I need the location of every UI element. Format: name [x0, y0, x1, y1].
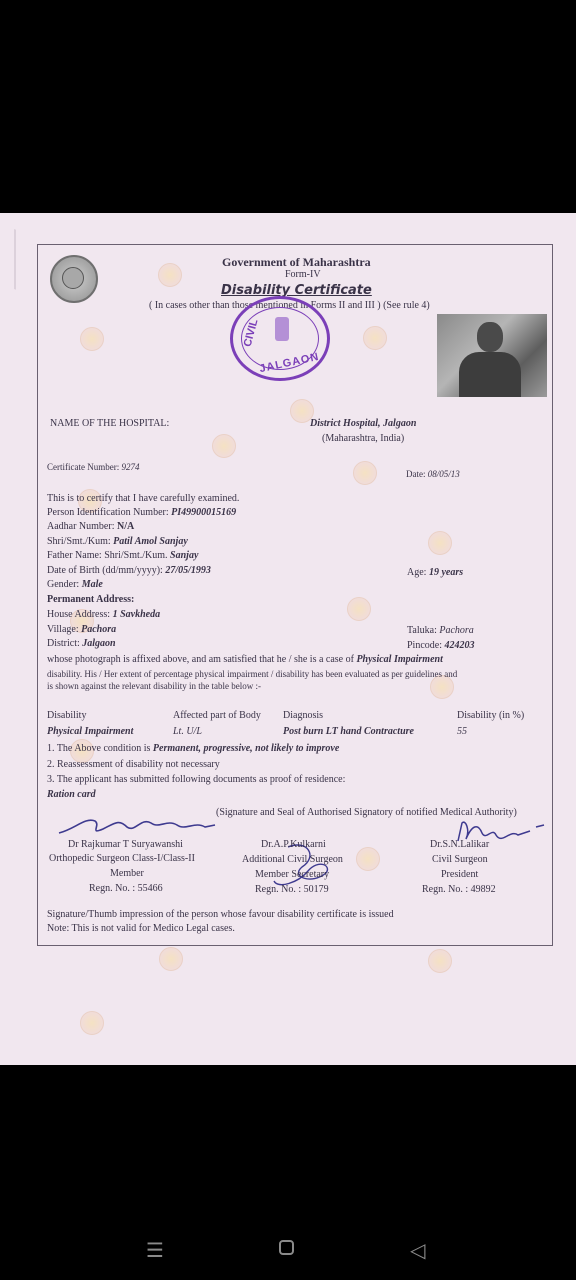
condition-1: 1. The Above condition is Permanent, progressive, not likely to improve	[47, 743, 340, 754]
signatory-3-regn: Regn. No. : 49892	[422, 884, 496, 895]
signatory-1-regn: Regn. No. : 55466	[89, 883, 163, 894]
applicant-photo	[437, 314, 547, 397]
table-header-disability: Disability	[47, 710, 87, 721]
person-name: Shri/Smt./Kum: Patil Amol Sanjay	[47, 536, 188, 547]
table-cell-percent: 55	[457, 726, 467, 737]
intro-text: This is to certify that I have carefully examined.	[47, 493, 240, 504]
emblem-icon	[275, 317, 289, 341]
watermark-logo	[80, 1011, 104, 1035]
signatory-1-name: Dr Rajkumar T Suryawanshi	[68, 839, 183, 850]
legal-note: Note: This is not valid for Medico Legal cases.	[47, 923, 235, 934]
signatory-3-title: Civil Surgeon	[432, 854, 488, 865]
signature-member	[55, 811, 225, 841]
person-id: Person Identification Number: PI49900015169	[47, 507, 237, 518]
menu-icon[interactable]: ☰	[146, 1238, 164, 1262]
signatory-2-name: Dr.A.P.Kulkarni	[261, 839, 326, 850]
signatory-2-role: Member Secretary	[255, 869, 330, 880]
civil-surgeon-seal	[230, 296, 330, 381]
seal-top-text: CIVIL	[241, 317, 261, 349]
statement-line-3: is shown against the relevant disability in the table below :-	[47, 681, 261, 691]
signatory-note: (Signature and Seal of Authorised Signatory of notified Medical Authority)	[216, 807, 517, 818]
residence-document: Ration card	[47, 789, 96, 800]
thumb-impression-label: Signature/Thumb impression of the person whose favour disability certificate is issued	[47, 909, 394, 920]
seal-bottom-text: JALGAON	[258, 350, 321, 376]
watermark-logo	[159, 947, 183, 971]
pincode: Pincode: 424203	[407, 640, 475, 651]
hospital-location: (Maharashtra, India)	[322, 433, 405, 444]
watermark-logo	[428, 949, 452, 973]
signatory-2-title: Additional Civil Surgeon	[242, 854, 343, 865]
signatory-3-role: President	[441, 869, 479, 880]
certificate-scan	[0, 213, 576, 1065]
signatory-1-role: Member	[110, 868, 144, 879]
district: District: Jalgaon	[47, 638, 116, 649]
signatory-3-name: Dr.S.N.Lalikar	[430, 839, 490, 850]
gender: Gender: Male	[47, 579, 103, 590]
date-of-birth: Date of Birth (dd/mm/yyyy): 27/05/1993	[47, 565, 211, 576]
home-icon[interactable]	[279, 1240, 294, 1255]
condition-2: 2. Reassessment of disability not necessary	[47, 759, 220, 770]
table-cell-diagnosis: Post burn LT hand Contracture	[283, 726, 414, 737]
table-header-percent: Disability (in %)	[457, 710, 525, 721]
certificate-number: Certificate Number: 9274	[47, 462, 140, 472]
back-icon[interactable]: ◁	[410, 1238, 426, 1262]
village: Village: Pachora	[47, 624, 117, 635]
address-heading: Permanent Address:	[47, 594, 135, 605]
table-cell-body-part: Lt. U/L	[173, 726, 202, 737]
house-address: House Address: 1 Savkheda	[47, 609, 161, 620]
signatory-1-title: Orthopedic Surgeon Class-I/Class-II	[49, 853, 195, 864]
signatory-2-regn: Regn. No. : 50179	[255, 884, 329, 895]
aadhar-number: Aadhar Number: N/A	[47, 521, 135, 532]
page-fold	[14, 229, 36, 297]
hospital-name: District Hospital, Jalgaon	[310, 418, 417, 429]
certificate-title: Disability Certificate	[221, 283, 372, 298]
certificate-date: Date: 08/05/13	[406, 469, 460, 479]
statement-line-2: disability. His / Her extent of percentage physical impairment / disability has been evaluated as per guidelines and	[47, 669, 458, 679]
government-heading: Government of Maharashtra	[222, 255, 371, 269]
father-name: Father Name: Shri/Smt./Kum. Sanjay	[47, 550, 199, 561]
government-emblem	[50, 255, 98, 303]
table-header-diagnosis: Diagnosis	[283, 710, 323, 721]
age: Age: 19 years	[407, 567, 464, 578]
table-cell-disability: Physical Impairment	[47, 726, 134, 737]
form-number: Form-IV	[285, 269, 321, 280]
condition-3: 3. The applicant has submitted following documents as proof of residence:	[47, 774, 346, 785]
taluka: Taluka: Pachora	[407, 625, 474, 636]
hospital-label: NAME OF THE HOSPITAL:	[50, 418, 170, 429]
table-header-body-part: Affected part of Body	[173, 710, 261, 721]
statement-line-1: whose photograph is affixed above, and am satisfied that he / she is a case of Physical Impairment	[47, 654, 443, 665]
certificate-subtitle: ( In cases other than those mentioned in Forms II and III ) (See rule 4)	[149, 300, 430, 311]
